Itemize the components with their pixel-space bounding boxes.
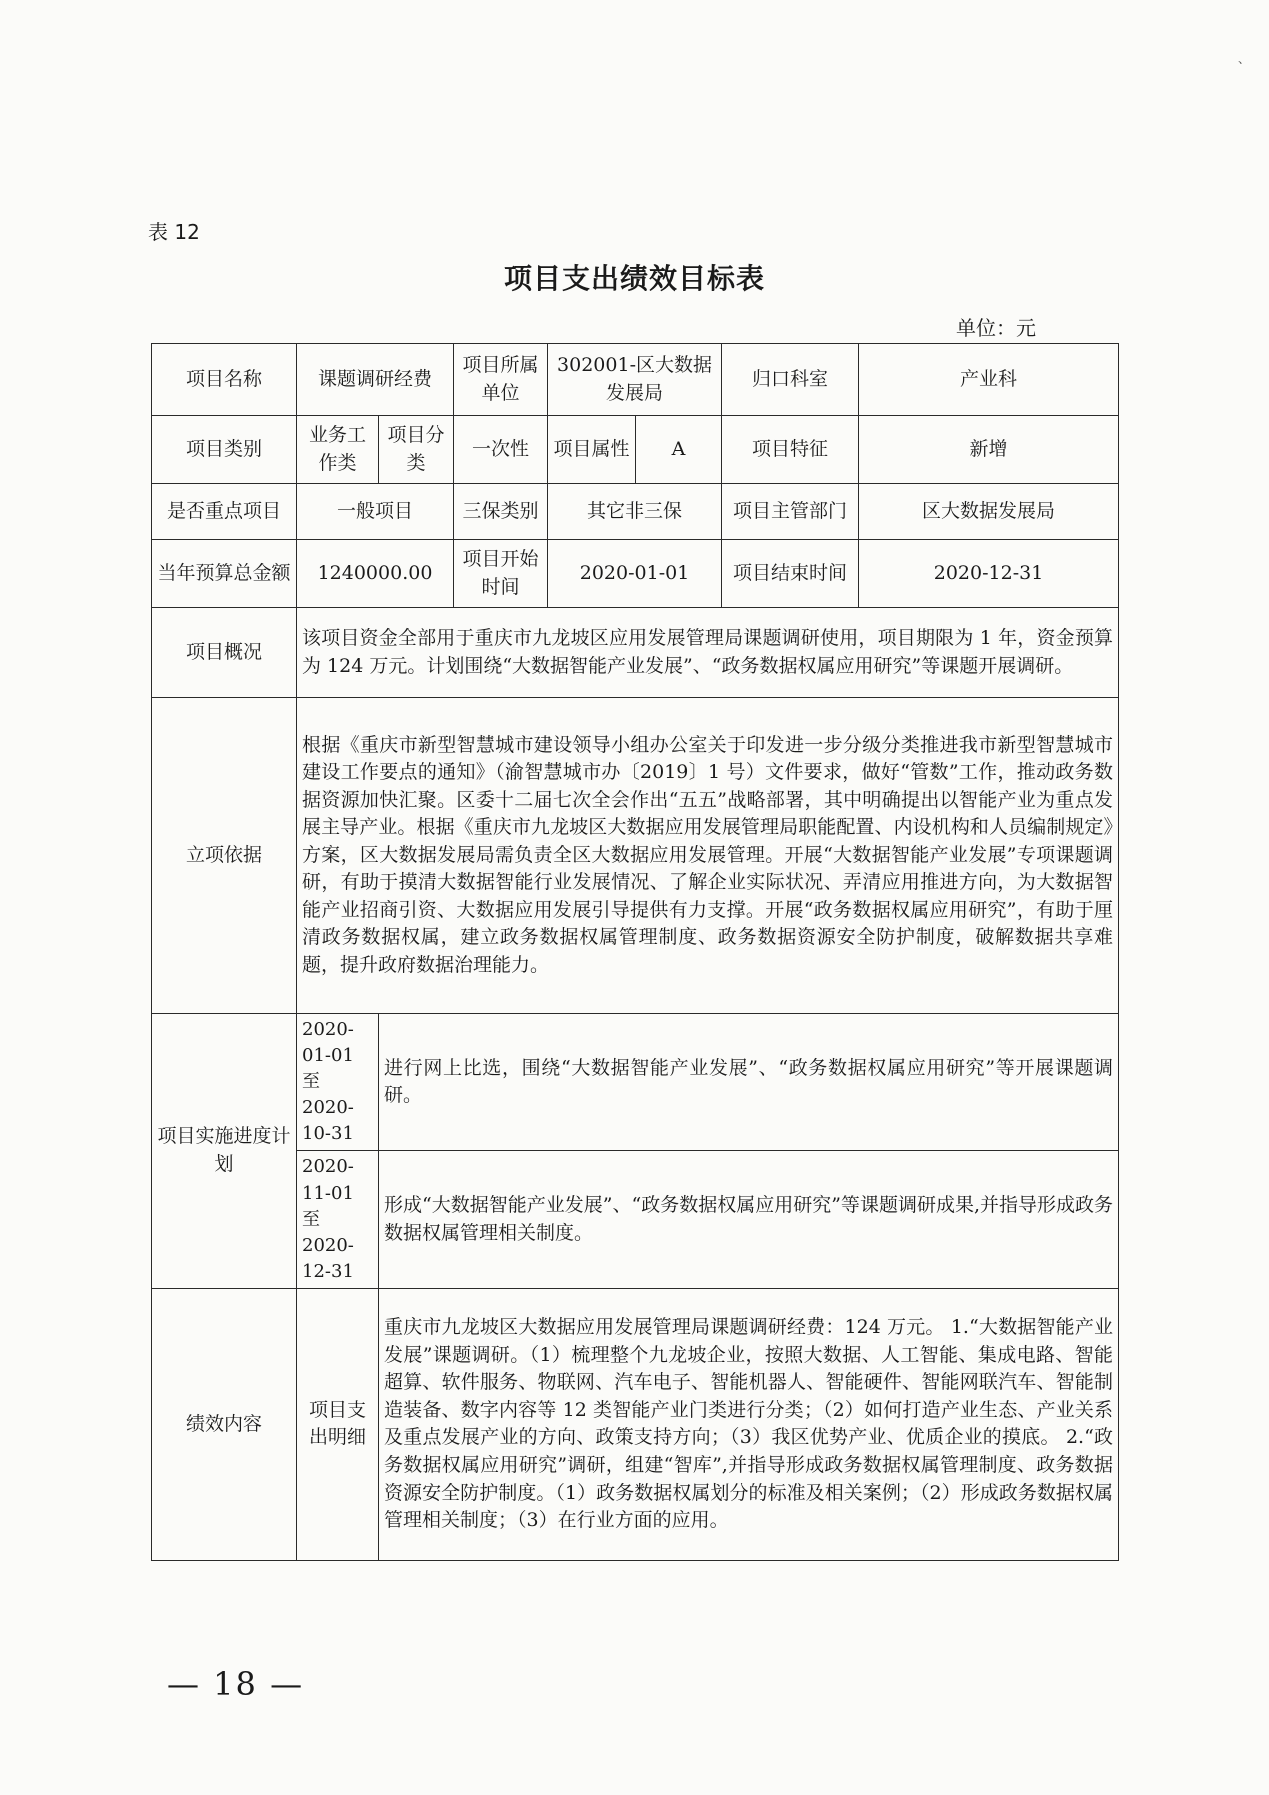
performance-label: 绩效内容 (152, 1288, 297, 1560)
table-row (152, 416, 1119, 484)
table-row (152, 608, 1119, 698)
key-project-label: 是否重点项目 (152, 484, 297, 540)
project-name-label: 项目名称 (152, 344, 297, 416)
table-row (152, 698, 1119, 1014)
supervising-department-value: 区大数据发展局 (859, 484, 1119, 540)
page-number: — 18 — (167, 1665, 305, 1703)
basis-label: 立项依据 (152, 698, 297, 1014)
department-value: 产业科 (859, 344, 1119, 416)
project-name-value: 课题调研经费 (297, 344, 454, 416)
annual-budget-value: 1240000.00 (297, 540, 454, 608)
schedule-text-1: 进行网上比选，围绕“大数据智能产业发展”、“政务数据权属应用研究”等开展课题调研。 (379, 1014, 1119, 1151)
table-row (152, 1014, 1119, 1151)
project-attribute-value: A (636, 416, 722, 484)
document-title: 项目支出绩效目标表 (503, 262, 765, 295)
schedule-period-1: 2020-01-01 至 2020-10-31 (297, 1014, 379, 1151)
project-class-value: 一次性 (454, 416, 548, 484)
owner-unit-label: 项目所属单位 (454, 344, 548, 416)
supervising-department-label: 项目主管部门 (722, 484, 859, 540)
end-date-value: 2020-12-31 (859, 540, 1119, 608)
unit-label: 单位：元 (956, 316, 1036, 340)
project-feature-value: 新增 (859, 416, 1119, 484)
owner-unit-value: 302001-区大数据发展局 (548, 344, 722, 416)
scan-mark: 、 (1238, 52, 1251, 66)
annual-budget-label: 当年预算总金额 (152, 540, 297, 608)
table-row (152, 1288, 1119, 1560)
expense-detail-label: 项目支出明细 (297, 1288, 379, 1560)
overview-label: 项目概况 (152, 608, 297, 698)
basis-text: 根据《重庆市新型智慧城市建设领导小组办公室关于印发进一步分级分类推进我市新型智慧城市建设工作要点的通知》（渝智慧城市办〔2019〕1 号）文件要求，做好“管数”工作，推动政务数据资源加快汇聚。区委十二届七次全会作出“五五”战略部署，其中明确提出以智能产业为重点发展主导产业。根据《重庆市九龙坡区大数据应用发展管理局职能配置、内设机构和人员编制规定》方案，区大数据发展局需负责全区大数据应用发展管理。开展“大数据智能产业发展”专项课题调研，有助于摸清大数据智能行业发展情况、了解企业实际状况、弄清应用推进方向，为大数据智能产业招商引资、大数据应用发展引导提供有力支撑。开展“政务数据权属应用研究”，有助于厘清政务数据权属，建立政务数据权属管理制度、政务数据资源安全防护制度，破解数据共享难题，提升政府数据治理能力。 (297, 698, 1119, 1014)
table-row (152, 540, 1119, 608)
end-date-label: 项目结束时间 (722, 540, 859, 608)
schedule-text-2: 形成“大数据智能产业发展”、“政务数据权属应用研究”等课题调研成果,并指导形成政务数据权属管理相关制度。 (379, 1151, 1119, 1288)
table-row (152, 1151, 1119, 1288)
sanbao-category-label: 三保类别 (454, 484, 548, 540)
project-attribute-label: 项目属性 (548, 416, 636, 484)
start-date-value: 2020-01-01 (548, 540, 722, 608)
project-category-value: 业务工作类 (297, 416, 379, 484)
performance-target-table (151, 343, 1119, 1561)
performance-text: 重庆市九龙坡区大数据应用发展管理局课题调研经费：124 万元。 1.“大数据智能产业发展”课题调研。（1）梳理整个九龙坡企业，按照大数据、人工智能、集成电路、智能超算、软件服务、物联网、汽车电子、智能机器人、智能硬件、智能网联汽车、智能制造装备、数字内容等 12 类智能产业门类进行分类；（2）如何打造产业生态、产业关系及重点发展产业的方向、政策支持方向；（3）我区优势产业、优质企业的摸底。 2.“政务数据权属应用研究”调研，组建“智库”,并指导形成政务数据权属管理制度、政务数据资源安全防护制度。（1）政务数据权属划分的标准及相关案例；（2）形成政务数据权属管理相关制度；（3）在行业方面的应用。 (379, 1288, 1119, 1560)
schedule-label: 项目实施进度计划 (152, 1014, 297, 1289)
start-date-label: 项目开始时间 (454, 540, 548, 608)
department-label: 归口科室 (722, 344, 859, 416)
project-class-label: 项目分类 (379, 416, 454, 484)
sanbao-category-value: 其它非三保 (548, 484, 722, 540)
project-feature-label: 项目特征 (722, 416, 859, 484)
project-category-label: 项目类别 (152, 416, 297, 484)
key-project-value: 一般项目 (297, 484, 454, 540)
table-label: 表 12 (148, 220, 200, 244)
table-row (152, 344, 1119, 416)
overview-text: 该项目资金全部用于重庆市九龙坡区应用发展管理局课题调研使用，项目期限为 1 年，资金预算为 124 万元。计划围绕“大数据智能产业发展”、“政务数据权属应用研究”等课题开展调研。 (297, 608, 1119, 698)
table-row (152, 484, 1119, 540)
schedule-period-2: 2020-11-01 至 2020-12-31 (297, 1151, 379, 1288)
